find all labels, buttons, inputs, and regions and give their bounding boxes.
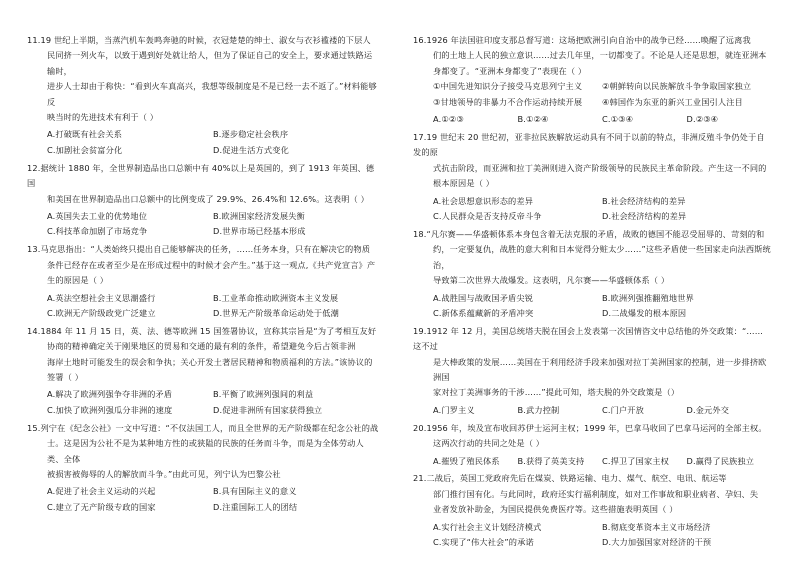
answer-options	[27, 484, 379, 515]
question	[413, 227, 771, 321]
answer-options	[413, 112, 771, 127]
answer-option[interactable]: D.赢得了民族独立	[686, 455, 755, 466]
answer-option[interactable]: B.彻底变革资本主义市场经济	[602, 521, 711, 532]
statement-item: ①中国先进知识分子接受马克思列宁主义	[433, 81, 583, 92]
answer-option[interactable]: B.获得了英美支持	[517, 455, 585, 466]
question-stem: 13.马克思指出：“人类始终只提出自己能够解决的任务，……任务本身，只有在解决它的物质	[27, 244, 371, 255]
question-text-line: 海岸土地时可能发生的误会和争执；关心开发土著居民精神和物质福利的方法。”该协议的	[47, 356, 373, 367]
answer-option[interactable]: A.英国失去工业的优势地位	[47, 210, 148, 221]
answer-option[interactable]: B.欧洲列强推翻殖地世界	[602, 292, 694, 303]
question	[27, 421, 379, 515]
answer-option[interactable]: A.实行社会主义计划经济模式	[433, 521, 542, 532]
question-stem: 16.1926 年法国驻印度支那总督写道：这场把欧洲引向自治中的战争已经……唤醒了远离我	[413, 35, 751, 45]
answer-option[interactable]: C.捍卫了国家主权	[602, 455, 669, 466]
answer-option[interactable]: D.金元外交	[686, 404, 730, 415]
answer-options	[413, 454, 771, 469]
answer-option[interactable]: A.社会思想意识形态的差异	[433, 195, 534, 206]
question-text-line: 式抗击阶段，而亚洲和拉丁美洲则进入资产阶级领导的民族民主革命阶段。产生这一不同的	[433, 162, 767, 173]
question-text-line: 身都变了。“亚洲本身都变了”表现在（ ）	[433, 65, 587, 76]
answer-option[interactable]: D.②③④	[686, 114, 719, 125]
question-text-line: 映当时的先进技术有利于（ ）	[47, 112, 159, 123]
answer-options	[27, 127, 379, 158]
question	[413, 324, 771, 418]
question-text-line: 和美国在世界制造品出口总额中的比例变成了 29.9%、26.4%和 12.6%。这表明（ ）	[47, 193, 369, 204]
answer-option[interactable]: C.人民群众是否支持反帝斗争	[433, 210, 542, 221]
question-text-line: 士。这是因为公社不是为某种地方性的或狭隘的民族的任务而斗争，而是为全体劳动人类、全体	[47, 438, 364, 464]
statement-item: ②朝鲜转向以民族解放斗争争取国家独立	[602, 81, 752, 92]
answer-option[interactable]: C.实现了“伟大社会”的承诺	[433, 537, 534, 548]
answer-option[interactable]: B.武力控制	[517, 404, 560, 415]
question	[413, 421, 771, 469]
question-stem: 17.19 世纪末 20 世纪初，亚非拉民族解放运动具有不同于以前的特点，非洲反殖斗争仍处于自发的原	[413, 131, 765, 158]
question-text-line: 是大棒政策的发展……美国在于利用经济手段来加强对拉丁美洲国家的控制，进一步排挤欧洲国	[433, 356, 767, 383]
answer-option[interactable]: D.促进非洲所有国家获得独立	[213, 404, 323, 415]
question-stem: 15.列宁在《纪念公社》一文中写道：“不仅法国工人，而且全世界的无产阶级都在纪念公社的战	[27, 422, 379, 433]
question	[27, 161, 379, 240]
answer-option[interactable]: B.社会经济结构的差异	[602, 195, 686, 206]
answer-options	[413, 291, 771, 322]
question	[27, 324, 379, 418]
question-stem: 18.“凡尔赛——华盛顿体系本身包含着无法克服的矛盾，战败的德国不能忍受屈辱的、苛刻的和	[413, 228, 765, 239]
answer-option[interactable]: D.注重国际工人的团结	[213, 501, 298, 512]
answer-option[interactable]: B.具有国际主义的意义	[213, 486, 297, 497]
answer-option[interactable]: C.科技革命加剧了市场竞争	[47, 226, 148, 237]
statement-list	[413, 79, 771, 110]
statement-item: ④韩国作为东亚的新兴工业国引人注目	[602, 96, 743, 107]
question-text-line: 家对拉丁美洲事务的干涉……”提此可知，塔夫脱的外交政策是（）	[433, 387, 680, 398]
answer-options	[27, 291, 379, 322]
answer-option[interactable]: A.打破既有社会关系	[47, 129, 123, 140]
answer-option[interactable]: B.逐步稳定社会秩序	[213, 129, 289, 140]
question-text-line: 条件已经存在或者至少是在形成过程中的时候才会产生。”基于这一观点,《共产党宣言》产	[47, 259, 376, 270]
question-text-line: 签署（ ）	[47, 372, 84, 383]
answer-option[interactable]: C.加剧社会贫富分化	[47, 144, 123, 155]
answer-option[interactable]: C.门户开放	[602, 404, 644, 415]
answer-option[interactable]: B.欧洲国家经济发展失衡	[213, 210, 305, 221]
question	[413, 33, 771, 127]
answer-option[interactable]: D.促进生活方式变化	[213, 144, 289, 155]
question	[413, 471, 771, 550]
answer-options	[27, 209, 379, 240]
question-text-line: 这两次行动的共同之处是（ ）	[433, 438, 545, 449]
question-stem: 14.1884 年 11 月 15 日，英、法、德等欧洲 15 国签署协议，宣称其宗旨是“为了考相互友好	[27, 325, 377, 336]
question-text-line: 民同挤一列火车，以致于遇到好处就让给人，但为了保证自己的安全上，要求通过铁路运输时，	[47, 50, 373, 76]
question-stem: 21.二战后，英国工党政府先后在煤炭、铁路运输、电力、煤气、航空、电讯、航运等	[413, 473, 727, 484]
answer-option[interactable]: B.①②④	[517, 114, 549, 125]
statement-item: ③甘地领导的非暴力不合作运动持续开展	[433, 96, 583, 107]
question-text-line: 约，一定要复仇，战胜的意大利和日本觉得分赃太少……”这些矛盾使一些国家走向法西斯统治，	[433, 244, 771, 270]
question-text-line: 部门推行国有化。与此同时，政府还实行福利制度，如对工作事故和职业病者、孕妇、失	[433, 488, 759, 499]
answer-option[interactable]: C.新体系蕴藏新的矛盾冲突	[433, 307, 534, 318]
question-stem: 20.1956 年，埃及宣布收回苏伊士运河主权；1999 年，巴拿马收回了巴拿马运河的全部主权。	[413, 422, 767, 433]
question-text-line: 协商的精神确定关于刚果地区的贸易和交通的最有利的条件，希望避免今后占领非洲	[47, 341, 356, 352]
answer-option[interactable]: C.加快了欧洲列强瓜分非洲的速度	[47, 404, 173, 415]
question-stem: 11.19 世纪上半期，当蒸汽机车轰鸣奔驰的时候，衣冠楚楚的绅士、淑女与衣衫褴褛的下层人	[27, 35, 371, 45]
answer-option[interactable]: B.工业革命推动欧洲资本主义发展	[213, 292, 339, 303]
answer-options	[413, 520, 771, 551]
question-text-line: 被损害被侮辱的人的解放而斗争。”由此可见，列宁认为巴黎公社	[47, 468, 281, 479]
question-text-line: 们的土地上人民的独立意识……过去几年里，一切都变了。不论是人还是思想，就连亚洲本	[433, 50, 767, 61]
right-column	[413, 33, 771, 553]
question-text-line: 根本原因是（ ）	[433, 178, 495, 189]
answer-option[interactable]: D.大力加强国家对经济的干预	[602, 537, 712, 548]
answer-option[interactable]: C.欧洲无产阶级政党广泛建立	[47, 307, 156, 318]
question-text-line: 进步人士却由于称快：“看到火车真高兴，我想等级制度是不是已经一去不返了。”材料能够反	[47, 81, 377, 107]
answer-option[interactable]: C.建立了无产阶级专政的国家	[47, 501, 156, 512]
question-stem: 12.据统计 1880 年，全世界制造品出口总额中有 40%以上是英国的，到了 1913 年英国、德国	[27, 162, 375, 189]
answer-option[interactable]: D.世界无产阶级革命运动处于低潮	[213, 307, 339, 318]
answer-options	[413, 403, 771, 418]
answer-option[interactable]: B.平衡了欧洲列强间的利益	[213, 389, 314, 400]
question-text-line: 业者发放补助金，为国民提供免费医疗等。这些措施表明英国（ ）	[433, 504, 678, 515]
answer-option[interactable]: A.促进了社会主义运动的兴起	[47, 486, 156, 497]
answer-option[interactable]: D.世界市场已经基本形成	[213, 226, 306, 237]
question	[27, 242, 379, 321]
answer-option[interactable]: A.①②③	[433, 114, 464, 125]
answer-option[interactable]: C.①③④	[602, 114, 634, 125]
answer-option[interactable]: D.二战爆发的根本原因	[602, 307, 687, 318]
answer-options	[27, 387, 379, 418]
question-text-line: 生的原因是（ ）	[47, 275, 109, 286]
left-column	[27, 33, 379, 518]
question	[413, 130, 771, 224]
question-stem: 19.1912 年 12 月，美国总统塔夫脱在国会上发表第一次国情咨文中总结他的外交政策：“……这不过	[413, 325, 764, 352]
answer-option[interactable]: A.解决了欧洲列强争夺非洲的矛盾	[47, 389, 173, 400]
answer-options	[413, 194, 771, 225]
answer-option[interactable]: A.摧毁了殖民体系	[433, 455, 500, 466]
answer-option[interactable]: A.门罗主义	[433, 404, 475, 415]
answer-option[interactable]: A.英法空想社会主义思潮盛行	[47, 292, 156, 303]
question	[27, 33, 379, 158]
answer-option[interactable]: A.战胜国与战败国矛盾尖锐	[433, 292, 534, 303]
answer-option[interactable]: D.社会经济结构的差异	[602, 210, 687, 221]
question-text-line: 导致第二次世界大战爆发。这表明，凡尔赛——华盛顿体系（ ）	[433, 275, 670, 286]
